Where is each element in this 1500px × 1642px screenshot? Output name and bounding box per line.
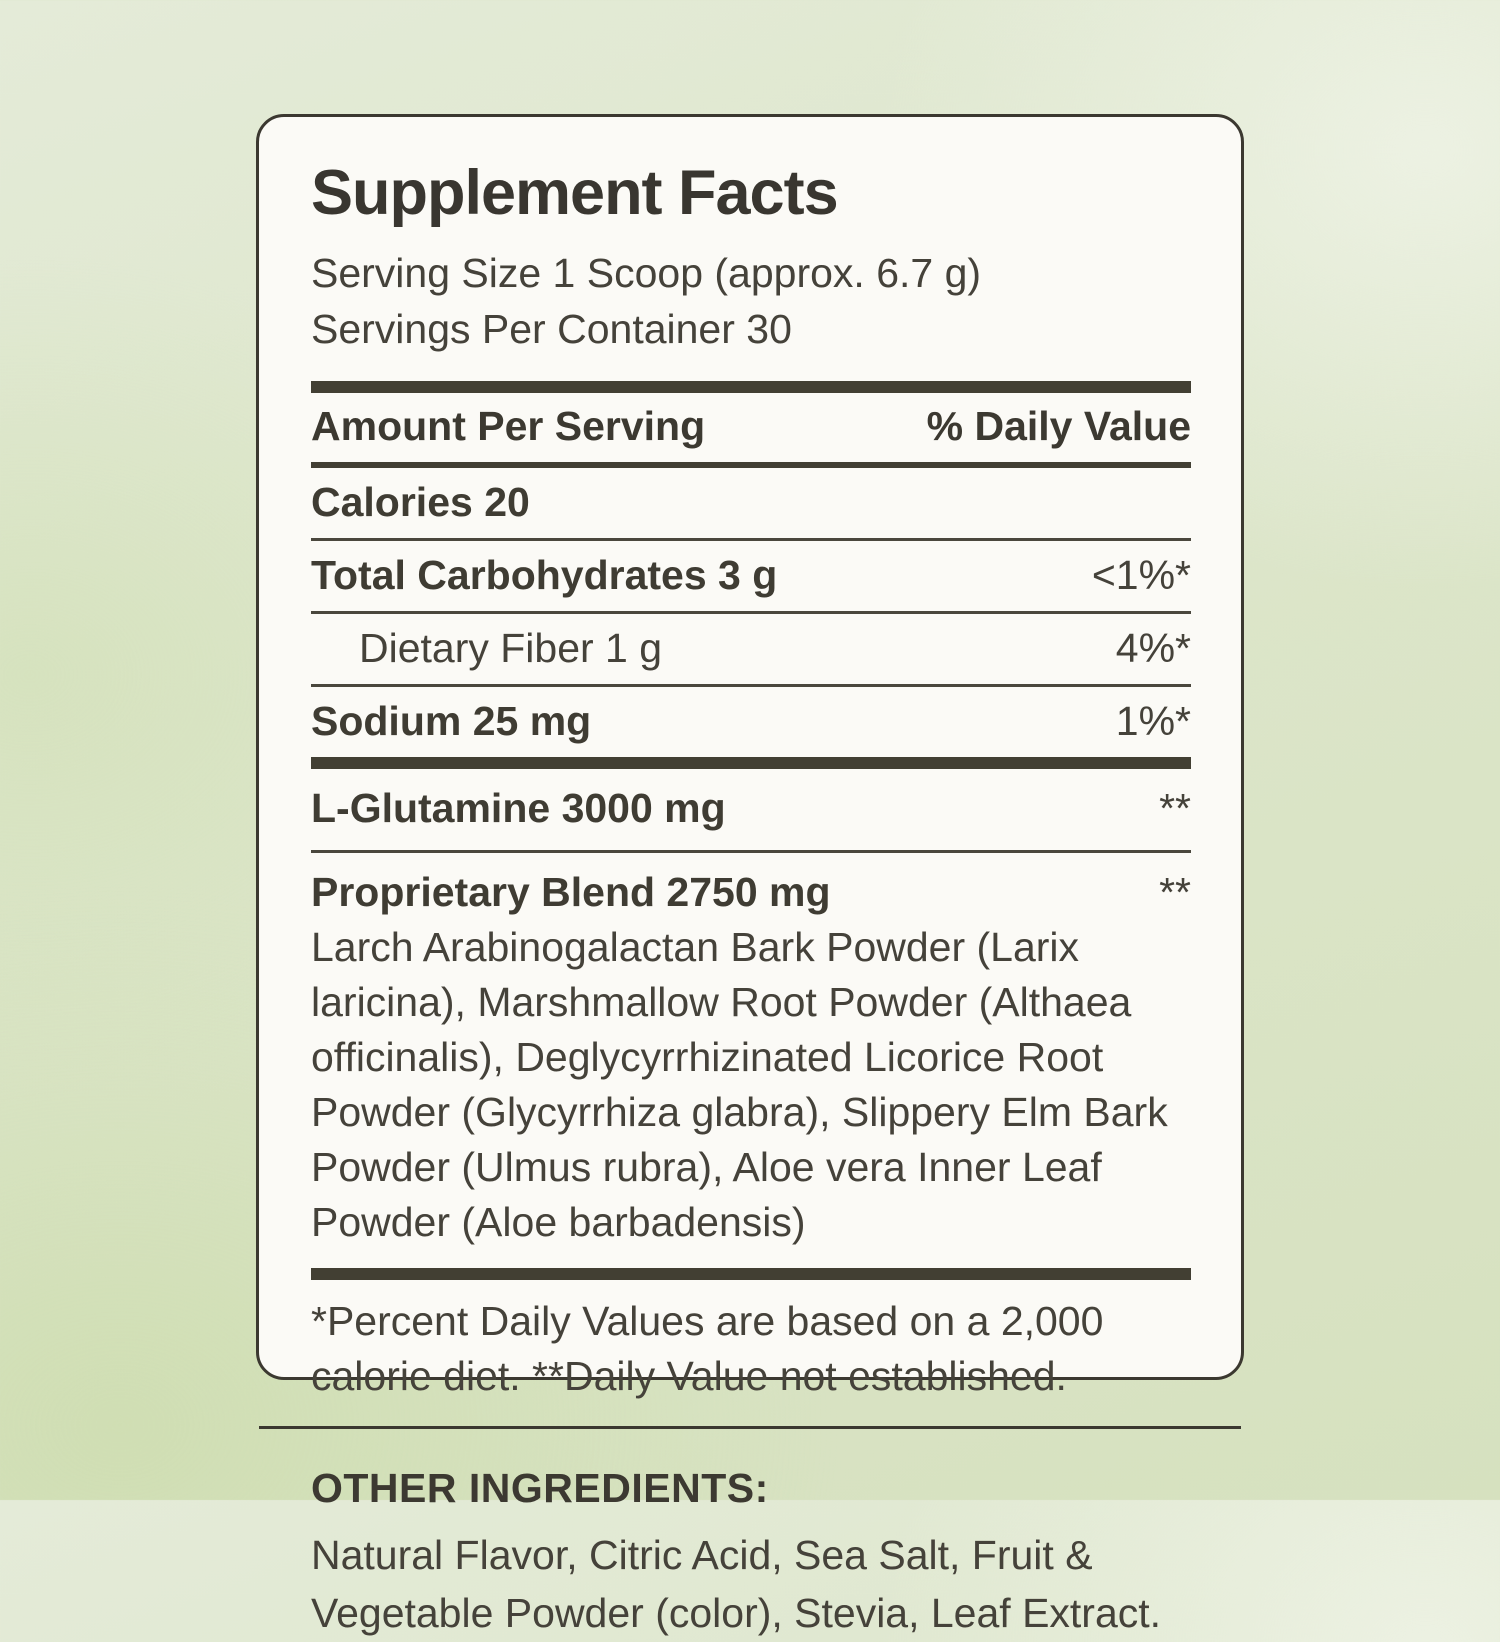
other-ingredients-heading: OTHER INGREDIENTS: <box>311 1465 769 1511</box>
table-row-calories <box>311 468 1191 541</box>
table-row-sodium <box>311 687 1191 757</box>
column-amount-per-serving: Amount Per Serving <box>311 403 706 449</box>
supplement-facts-panel <box>256 114 1244 1636</box>
nutrient-value: 4%* <box>1115 625 1191 671</box>
nutrient-name: Calories 20 <box>311 479 530 525</box>
table-row-proprietary-blend <box>311 853 1191 920</box>
table-row-total-carbohydrates <box>311 541 1191 614</box>
divider-thick-bottom <box>311 1268 1191 1280</box>
other-ingredients-section <box>311 1429 1191 1642</box>
column-daily-value: % Daily Value <box>926 403 1191 449</box>
nutrient-value: ** <box>1159 785 1191 831</box>
table-row-l-glutamine <box>311 769 1191 853</box>
nutrient-value: ** <box>1159 869 1191 915</box>
panel-title: Supplement Facts <box>311 158 838 228</box>
nutrient-name: Sodium 25 mg <box>311 698 592 744</box>
nutrient-value: <1%* <box>1091 552 1191 598</box>
nutrient-value: 1%* <box>1115 698 1191 744</box>
table-header-row <box>311 393 1191 462</box>
nutrient-name: Total Carbohydrates 3 g <box>311 552 778 598</box>
serving-size: Serving Size 1 Scoop (approx. 6.7 g) <box>311 250 982 296</box>
nutrient-name: L-Glutamine 3000 mg <box>311 785 726 831</box>
nutrient-name: Proprietary Blend 2750 mg <box>311 869 831 915</box>
proprietary-blend-description: Larch Arabinogalactan Bark Powder (Larix laricina), Marshmallow Root Powder (Althaea officinalis), Deglycyrrhizinated Licorice Root Powder (Glycyrrhiza glabra), Slippery Elm Bark Powder (Ulmus rubra), Aloe vera Inner Leaf Powder (Aloe barbadensis) <box>311 924 1168 1245</box>
table-row-dietary-fiber <box>311 614 1191 687</box>
other-ingredients-text: Natural Flavor, Citric Acid, Sea Salt, Fruit & Vegetable Powder (color), Stevia, Leaf Extract. <box>311 1532 1162 1636</box>
daily-value-footnote: *Percent Daily Values are based on a 2,000 calorie diet. **Daily Value not established. <box>311 1298 1104 1399</box>
nutrient-name: Dietary Fiber 1 g <box>359 625 663 671</box>
divider-thick-middle <box>311 757 1191 769</box>
servings-per-container: Servings Per Container 30 <box>311 306 792 352</box>
divider-thick-top <box>311 381 1191 393</box>
